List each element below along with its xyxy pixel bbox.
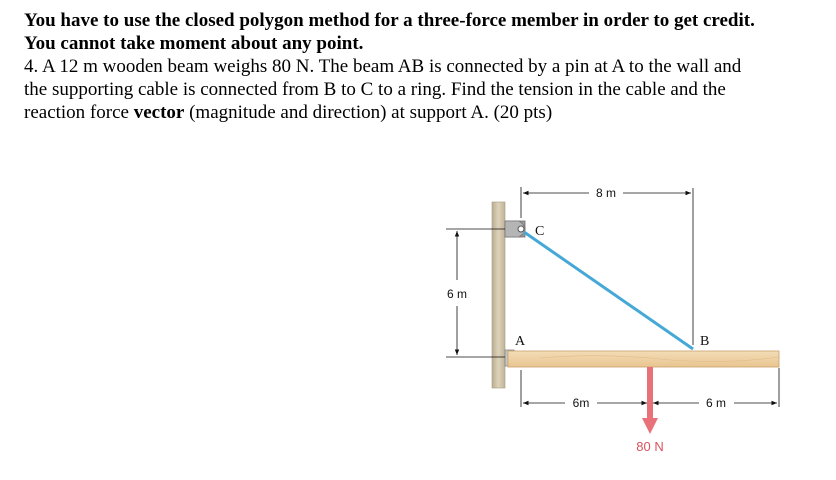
label-a: A <box>515 334 526 349</box>
beam-ab <box>508 351 779 367</box>
label-c: C <box>535 224 545 239</box>
instruction-line-2: You cannot take moment about any point. <box>24 33 364 54</box>
problem-line-2: the supporting cable is connected from B to C to a ring. Find the tension in the cable and the <box>24 79 726 100</box>
label-b: B <box>700 334 710 349</box>
wall <box>492 202 505 388</box>
cable-bc <box>524 232 693 349</box>
dim-label-6m-vertical: 6 m <box>446 287 468 301</box>
force-label: 80 N <box>636 439 664 454</box>
problem-line-3-start: reaction force <box>24 102 134 123</box>
dimension-8m <box>521 186 693 345</box>
dim-label-8m: 8 m <box>595 186 617 200</box>
instruction-line-1: You have to use the closed polygon method for a three-force member in order to get credit. <box>24 10 755 31</box>
weight-force-arrow <box>636 367 663 454</box>
problem-line-3-end: (magnitude and direction) at support A. (20 pts) <box>184 102 553 123</box>
problem-line-1: 4. A 12 m wooden beam weighs 80 N. The beam AB is connected by a pin at A to the wall and <box>24 56 742 77</box>
pin-bracket-c <box>505 221 525 237</box>
problem-line-3-bold: vector <box>133 102 185 123</box>
dim-label-6m-left: 6m <box>572 396 590 410</box>
dim-label-6m-right: 6 m <box>705 396 727 410</box>
